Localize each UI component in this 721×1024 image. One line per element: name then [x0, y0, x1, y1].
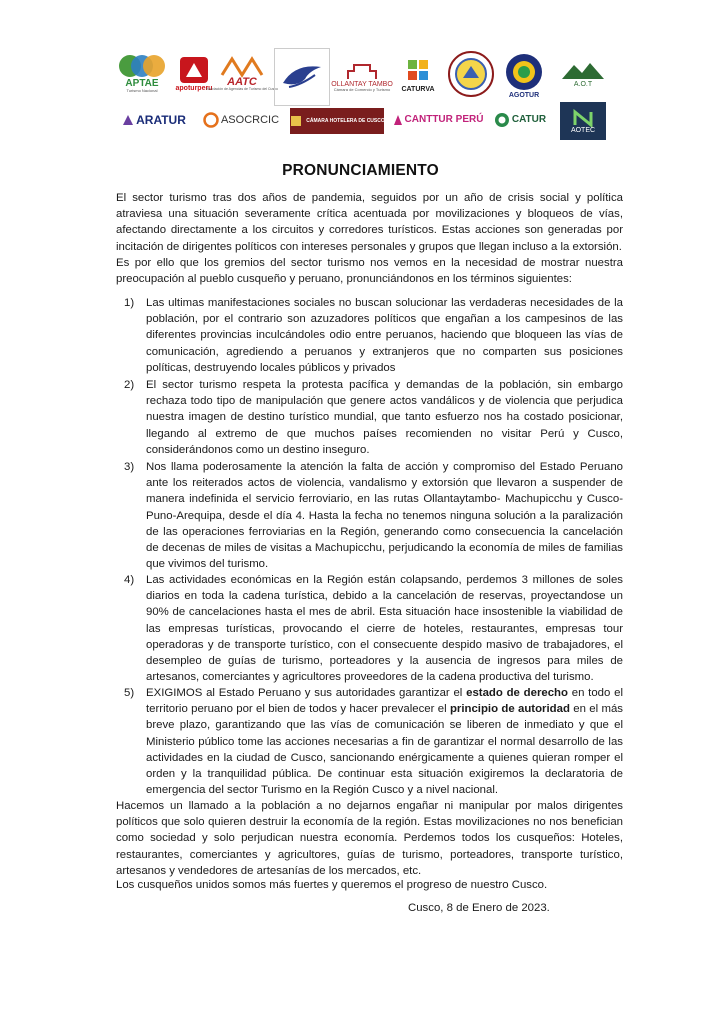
list-item-text: El sector turismo respeta la protesta pacífica y demandas de la población, sin embargo rechaza todo tipo de manipulación que genere actos vandálicos y de violencia que perjudica nuestra imagen de destino turístico mundial, que tanto esfuerzo nos ha costado posicionar, llegando al extremo de que muchos países recomienden no visitar Perú y Cusco, considerándonos como un destino inseguro. — [146, 379, 623, 456]
list-item-text: Las actividades económicas en la Región están colapsando, perdemos 3 millones de soles diarios en toda la cadena turística, debido a la cancelación de reservas, proyectandose un 90% de cancelaciones hasta el mes de abril. Esta situación hace insostenible la viabilidad de las empresas turísticas, provocando el cierre de hoteles, restaurantes, empresas tour operadoras y de transporte turístico, con el consecuente despido masivo de trabajadores, el desempleo de guías de turismo, porteadores y la ausencia de ingresos para miles de artesanos, comerciantes y agricultores proveedores de la cadena productiva del turismo. — [146, 574, 623, 684]
bold-estado-de-derecho: estado de derecho — [466, 687, 568, 699]
logo-aotec: AOTEC — [560, 102, 606, 140]
logo-aot: A.O.T — [554, 50, 612, 96]
list-item-text: Nos llama poderosamente la atención la falta de acción y compromiso del Estado Peruano ante los reiterados actos de violencia, vandalismo y extorsión que llevaron a suspender de manera indefinida el servicio ferroviario, en las rutas Ollantaytambo- Machupicchu y Cusco-Puno-Arequipa, desde el día 4. Hasta la fecha no tenemos ninguna solución a la paralización de las operaciones ferroviarias en la Región, generando como consecuencia la cancelación de decenas de miles de visitas a Machupicchu, perjudicando la economía de miles de familias que vivimos del turismo. — [146, 461, 623, 571]
logo-circle-seal — [446, 48, 496, 100]
list-item-number: 3) — [124, 461, 135, 473]
page-title: PRONUNCIAMIENTO — [282, 162, 439, 179]
logo-agotur: AGOTUR — [502, 48, 546, 102]
list-item-number: 2) — [124, 379, 135, 391]
bold-principio-de-autoridad: principio de autoridad — [449, 703, 570, 716]
logo-camara-hotelera: CÁMARA HOTELERA DE CUSCO — [290, 108, 384, 134]
list-item-number: 1) — [124, 297, 135, 309]
logo-eagle — [274, 48, 330, 106]
logo-canttur: CANTTUR PERÚ — [392, 110, 484, 130]
signature-date: Cusco, 8 de Enero de 2023. — [408, 902, 550, 914]
list-item-text: EXIGIMOS al Estado Peruano y sus autoridades garantizar el estado de derecho en todo el territorio peruano por el bien de todos y hacer prevalecer el principio de autoridad en el más breve plazo, garantizando que las vías de comunicación se liberen de inmediato y que el Ministerio público tome las acciones necesarias a fin de garantizar el normal desarrollo de las actividades en la ciudad de Cusco, sancionando enérgicamente a quienes quieran romper el orden y la tranquilidad pública. De continuar esta situación exigiremos la declaratoria de emergencia del sector Turismo en la Región Cusco y a nivel nacional. — [146, 687, 623, 797]
intro-paragraph-2: Es por ello que los gremios del sector turismo nos vemos en la necesidad de mostrar nuestra preocupación al pueblo cusqueño y peruano, pronunciándonos en los términos siguientes: — [116, 257, 623, 286]
closing-paragraph-1: Hacemos un llamado a la población a no dejarnos engañar ni manipular por malos dirigentes políticos que solo quieren destruir la economía de la región. Estas movilizaciones no nos benefician como sociedad y solo perjudican nuestra economía. Perdemos todos los cusqueños: Hoteles, restaurantes, comerciantes y agricultores, guías de turismo, porteadores, transporte turístico, artesanos y vendedores de artesanías de los mercados, etc. — [116, 800, 623, 877]
list-item-number: 4) — [124, 574, 135, 586]
logo-aratur: ARATUR — [116, 110, 192, 130]
logo-catur: CATUR — [490, 110, 550, 130]
list-item-text: Las ultimas manifestaciones sociales no buscan solucionar las verdaderas necesidades de la población, por el contrario son azuzadores políticos que engañan a los campesinos de las diferentes provincias inculcándoles odio entre peruanos, haciendo que bloqueen las vías de comunicación, agrediendo a peruanos y extranjeros que no comparten sus posiciones políticas, destruyendo locales públicos y privados — [146, 297, 623, 374]
logo-aatc: AATC Asociación de Agencias de Turismo del Cusco — [216, 50, 268, 96]
logo-strip — [110, 44, 620, 144]
logo-ollantaytambo: OLLANTAY TAMBO Cámara de Comercio y Turismo — [334, 50, 390, 104]
logo-caturva: CATURVA — [394, 50, 442, 100]
closing-paragraph-2: Los cusqueños unidos somos más fuertes y queremos el progreso de nuestro Cusco. — [116, 879, 548, 891]
list-item-number: 5) — [124, 687, 135, 699]
logo-asocrcic: ASOCRCIC — [198, 110, 284, 130]
logo-apoturperu: apoturperu — [174, 50, 214, 96]
intro-paragraph-1: El sector turismo tras dos años de pandemia, seguidos por un año de crisis social y política atraviesa una situación severamente crítica acentuada por movilizaciones y bloqueos de vías, afectando directamente a los circuitos y corredores turísticos. Estas acciones son generadas por incitación de dirigentes políticos con intereses personales y grupos que llegan incluso a la extorsión. — [116, 192, 623, 253]
logo-aptae: APTAE Turismo Nacional — [114, 50, 170, 96]
